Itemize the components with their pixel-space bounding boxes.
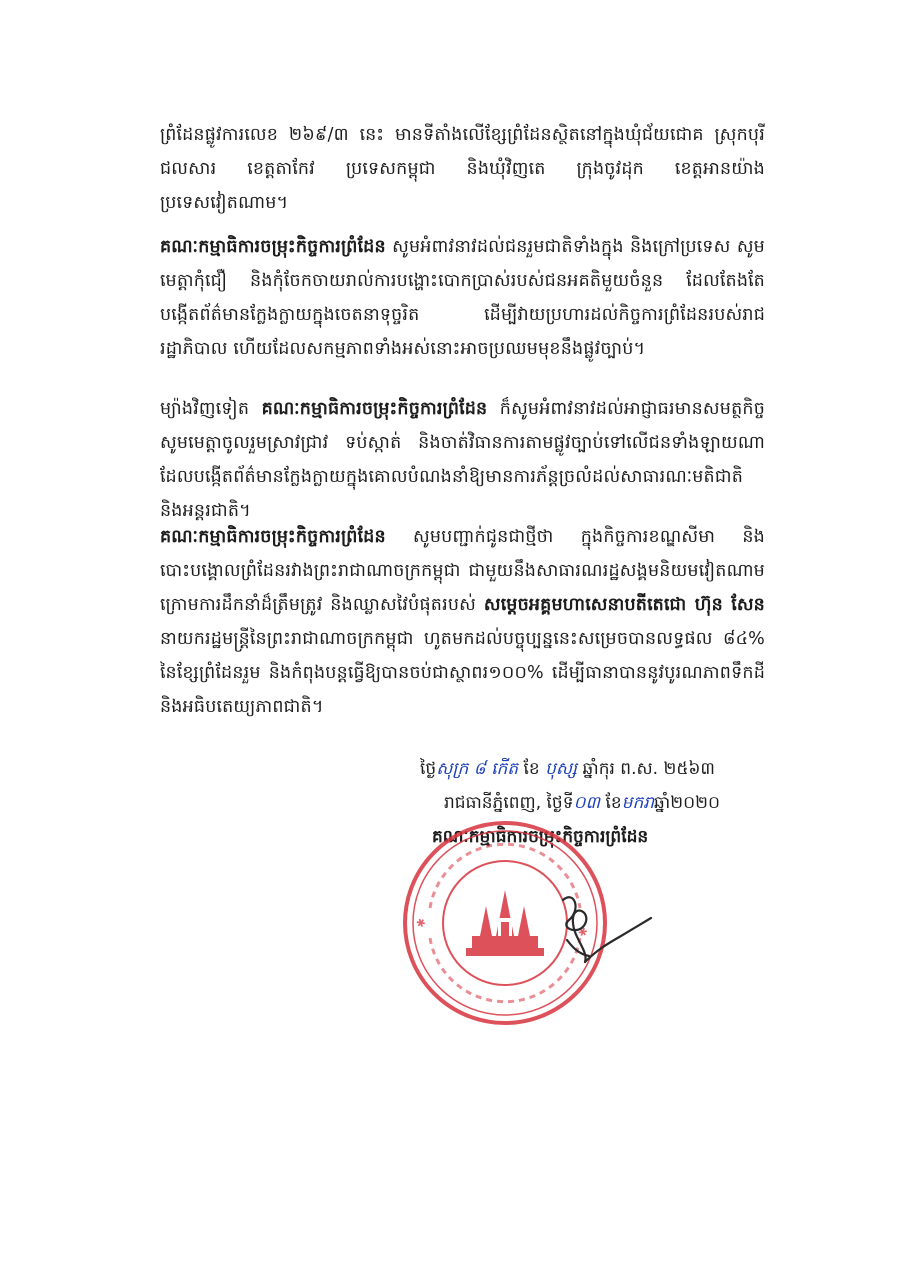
handwritten-lunar-month: បុស្ស: [545, 759, 578, 779]
paragraph-1: [160, 118, 765, 220]
paragraph-4-tail: នាយករដ្ឋមន្ត្រីនៃព្រះរាជាណាចក្រកម្ពុជា ហូតមកដល់បច្ចុប្បន្ននេះសម្រេចបានលទ្ធផល ៨៤% នៃខ្សែព្រំដែនរួម និងកំពុងបន្តធ្វើឱ្យបានចប់ជាស្ថាពរ១០០% ដើម្បីធានាបាននូវបូរណភាពទឹកដី និងអធិបតេយ្យភាពជាតិ។: [160, 629, 765, 717]
paragraph-4-text: សូមបញ្ជាក់ជូនជាថ្មីថា ក្នុងកិច្ចការខណ្ឌសីមា និងបោះបង្គោលព្រំដែនរវាងព្រះរាជាណាចក្រកម្ពុជា ជាមួយនឹងសាធារណរដ្ឋសង្គមនិយមវៀតណាម ក្រោមការដឹកនាំដ៏ត្រឹមត្រូវ និងឈ្លាសវៃបំផុតរបស់: [160, 527, 765, 615]
committee-name: គណៈកម្មាធិការចម្រុះកិច្ចការព្រំដែន: [261, 399, 488, 419]
svg-text:✱: ✱: [414, 917, 429, 929]
paragraph-2-text: សូមអំពាវនាវដល់ជនរួមជាតិទាំងក្នុង និងក្រៅប្រទេស សូមមេត្តាកុំជឿ និងកុំចែកចាយរាល់ការបង្ហោះបោកប្រាស់របស់ជនអគតិមួយចំនួន ដែលតែងតែបង្កើតព័ត៌មានក្លែងក្លាយក្នុងចេតនាទុច្ចរិត ដើម្បីវាយប្រហារដល់កិច្ចការព្រំដែនរបស់រាជរដ្ឋាភិបាល ហើយដែលសកម្មភាពទាំងអស់នោះអាចប្រឈមមុខនឹងផ្លូវច្បាប់។: [160, 237, 765, 359]
handwritten-lunar-day: សុក្រ ៨ កើត: [436, 759, 519, 779]
paragraph-1-text: ព្រំដែនផ្លូវការលេខ ២៦៩/៣ នេះ មានទីតាំងលើខ្សែព្រំដែនស្ថិតនៅក្នុងឃុំជ័យជោគ ស្រុកបុរីជលសារ ខេត្តតាកែវ ប្រទេសកម្ពុជា និងឃុំវិញតេ ក្រុងចូវដុក ខេត្តអានយ៉ាង ប្រទេសវៀតណាម។: [160, 125, 765, 213]
svg-text:✱: ✱: [575, 926, 590, 938]
issuing-organization: គណៈកម្មាធិការចម្រុះកិច្ចការព្រំដែន: [432, 827, 649, 847]
handwritten-signature: [545, 880, 655, 980]
paragraph-3-text: ក៏សូមអំពាវនាវដល់អាជ្ញាធរមានសមត្ថកិច្ច សូមមេត្តាចូលរួមស្រាវជ្រាវ ទប់ស្កាត់ និងចាត់វិធានការតាមផ្លូវច្បាប់ទៅលើជនទាំងឡាយណា ដែលបង្កើតព័ត៌មានក្លែងក្លាយក្នុងគោលបំណងនាំឱ្យមានការភ័ន្តច្រលំដល់សាធារណៈមតិជាតិ និងអន្តរជាតិ។: [160, 399, 766, 521]
handwritten-month: មករា: [621, 793, 655, 813]
month-label: ខែ: [600, 793, 622, 813]
prime-minister-name: សម្ដេចអគ្គមហាសេនាបតីតេជោ ហ៊ុន សែន: [483, 595, 765, 615]
place-date-prefix: រាជធានីភ្នំពេញ, ថ្ងៃទី: [444, 793, 574, 813]
month-label: ខែ: [518, 759, 546, 779]
handwritten-day: ០៣: [573, 793, 601, 813]
paragraph-3-lead: ម្យ៉ាងវិញទៀត: [160, 399, 262, 419]
date-prefix: ថ្ងៃ: [420, 759, 437, 779]
committee-name: គណៈកម្មាធិការចម្រុះកិច្ចការព្រំដែន: [160, 237, 386, 257]
committee-name: គណៈកម្មាធិការចម្រុះកិច្ចការព្រំដែន: [160, 527, 386, 547]
lunar-date-line: [420, 752, 800, 786]
paragraph-2: [160, 230, 765, 366]
solar-year: ឆ្នាំ២០២០: [654, 793, 721, 813]
paragraph-3: [160, 392, 765, 528]
paragraph-4: [160, 520, 765, 724]
lunar-year: ឆ្នាំកុរ ព.ស. ២៥៦៣: [577, 759, 715, 779]
solar-date-line: [420, 786, 800, 820]
